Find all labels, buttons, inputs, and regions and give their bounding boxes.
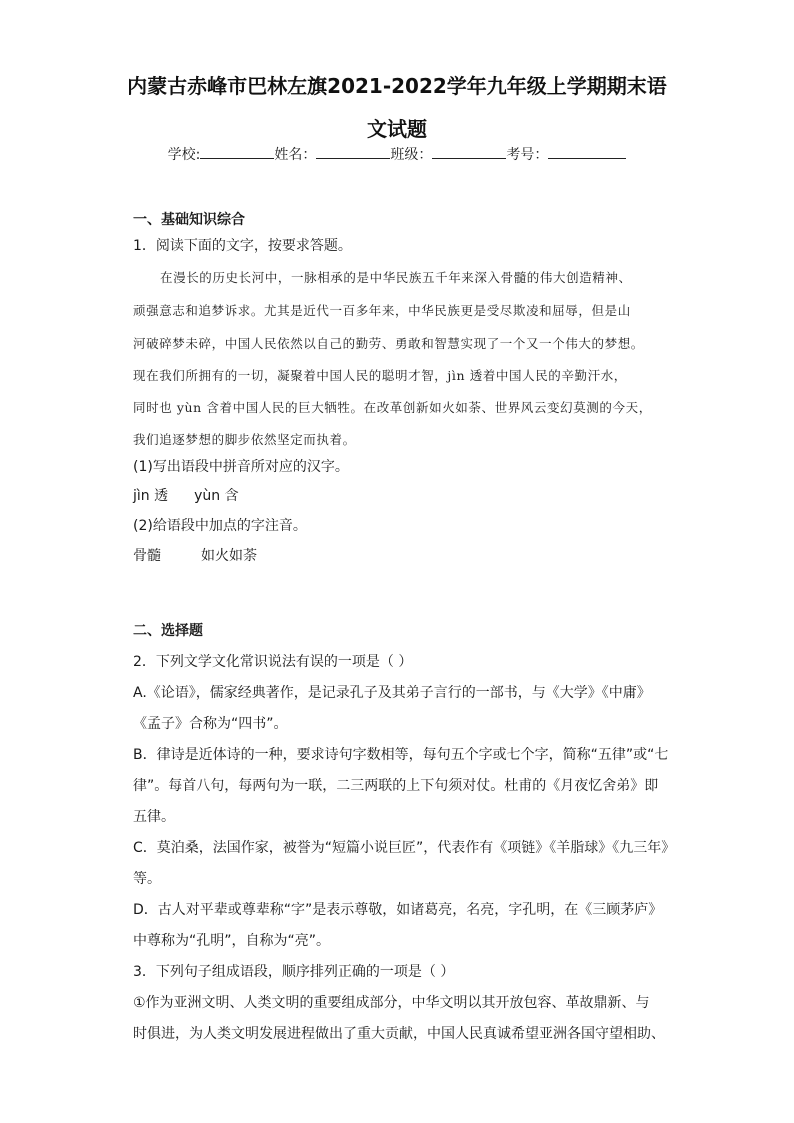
q1-sub1: (1)写出语段中拼音所对应的汉字。 bbox=[133, 459, 349, 475]
q1-stem: 1．阅读下面的文字，按要求答题。 bbox=[133, 238, 352, 254]
pinyin-item: yùn 含 bbox=[194, 488, 239, 504]
q2-option-line: D．古人对平辈或尊辈称“字”是表示尊敬，如诸葛亮，名亮，字孔明，在《三顾茅庐》 bbox=[133, 902, 663, 918]
student-info-row bbox=[0, 144, 794, 164]
school-blank[interactable] bbox=[200, 144, 274, 159]
pinyin-item: jìn 透 bbox=[133, 488, 169, 504]
q2-option-line: C．莫泊桑，法国作家，被誉为“短篇小说巨匠”，代表作有《项链》《羊脂球》《九三年》 bbox=[133, 840, 676, 856]
q2-option-line: 中尊称为“孔明”，自称为“亮”。 bbox=[133, 933, 331, 949]
passage-line: 我们追逐梦想的脚步依然坚定而执着。 bbox=[133, 432, 356, 447]
section2-heading: 二、选择题 bbox=[133, 623, 203, 639]
passage-line: 顽强意志和追梦诉求。尤其是近代一百多年来，中华民族更是受尽欺凌和屈辱，但是山 bbox=[133, 303, 631, 318]
word-item: 如火如荼 bbox=[201, 548, 257, 564]
q1-sub2: (2)给语段中加点的字注音。 bbox=[133, 518, 307, 534]
exam-no-label: 考号： bbox=[506, 147, 549, 163]
q2-option-line: 等。 bbox=[133, 871, 161, 887]
document-title-line1: 内蒙古赤峰市巴林左旗2021-2022学年九年级上学期期末语 bbox=[127, 74, 667, 98]
q1-word-row bbox=[133, 545, 257, 565]
q3-text-line: ①作为亚洲文明、人类文明的重要组成部分，中华文明以其开放包容、革故鼎新、与 bbox=[133, 995, 650, 1011]
passage-line: 同时也 yùn 含着中国人民的巨大牺牲。在改革创新如火如荼、世界风云变幻莫测的今天， bbox=[133, 400, 652, 415]
document-title-line2: 文试题 bbox=[367, 117, 427, 141]
q2-option-line: B．律诗是近体诗的一种，要求诗句字数相等，每句五个字或七个字，简称“五律”或“七 bbox=[133, 747, 669, 763]
q1-pinyin-row bbox=[133, 485, 239, 505]
name-label: 姓名： bbox=[274, 147, 317, 163]
passage-line: 在漫长的历史长河中，一脉相承的是中华民族五千年来深入骨髓的伟大创造精神、 bbox=[160, 270, 632, 285]
q2-option-line: A.《论语》，儒家经典著作，是记录孔子及其弟子言行的一部书，与《大学》《中庸》 bbox=[133, 685, 651, 701]
section1-heading: 一、基础知识综合 bbox=[133, 212, 245, 228]
exam-no-blank[interactable] bbox=[548, 144, 626, 159]
q2-option-line: 《孟子》合称为“四书”。 bbox=[133, 716, 288, 732]
passage-line: 现在我们所拥有的一切，凝聚着中国人民的聪明才智，jìn 透着中国人民的辛勤汗水， bbox=[133, 368, 627, 383]
class-blank[interactable] bbox=[432, 144, 506, 159]
q2-stem: 2．下列文学文化常识说法有误的一项是（ ） bbox=[133, 654, 413, 670]
name-blank[interactable] bbox=[316, 144, 390, 159]
passage-line: 河破碎梦未碎，中国人民依然以自己的勤劳、勇敢和智慧实现了一个又一个伟大的梦想。 bbox=[133, 336, 644, 351]
q2-option-line: 五律。 bbox=[133, 809, 175, 825]
q3-stem: 3．下列句子组成语段，顺序排列正确的一项是（ ） bbox=[133, 964, 455, 980]
school-label: 学校: bbox=[167, 147, 201, 163]
q3-text-line: 时俱进，为人类文明发展进程做出了重大贡献，中国人民真诚希望亚洲各国守望相助、 bbox=[133, 1026, 665, 1042]
class-label: 班级： bbox=[390, 147, 433, 163]
word-item: 骨髓 bbox=[133, 548, 161, 564]
q2-option-line: 律”。每首八句，每两句为一联，二三两联的上下句须对仗。杜甫的《月夜忆舍弟》即 bbox=[133, 778, 659, 794]
